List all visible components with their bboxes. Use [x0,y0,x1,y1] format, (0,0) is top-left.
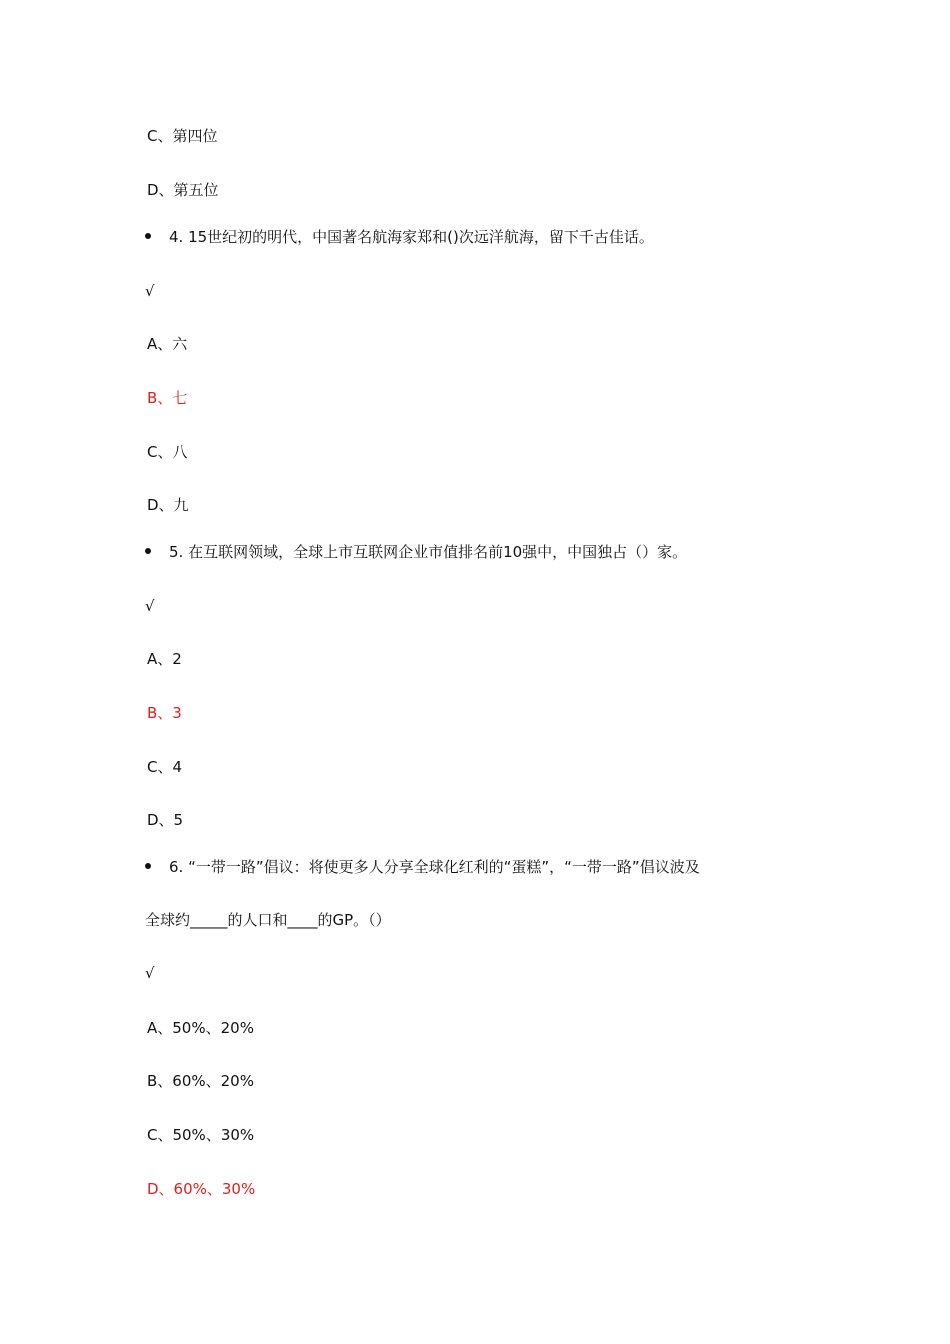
q6-question-text: 6. “一带一路”倡议：将使更多人分享全球化红利的“蛋糕”，“一带一路”倡议波及 [169,858,700,876]
q4-option-c: C、八 [147,443,188,461]
bullet-icon [145,548,151,554]
q5-question-text: 5. 在互联网领域，全球上市互联网企业市值排名前10强中，中国独占（）家。 [169,543,688,561]
q4-option-a: A、六 [147,335,188,353]
q4-check-mark: √ [145,282,155,300]
q6-check-mark: √ [145,964,155,982]
q4-option-b-correct: B、七 [147,389,188,407]
q4-option-d: D、九 [147,496,189,514]
q5-check-mark: √ [145,597,155,615]
q6-question [145,857,700,877]
bullet-icon [145,863,151,869]
q6-option-c: C、50%、30% [147,1126,255,1144]
q6-option-a: A、50%、20% [147,1019,254,1037]
q3-option-c: C、第四位 [147,127,218,145]
q5-option-d: D、5 [147,811,184,829]
q5-question [145,542,687,562]
q5-option-c: C、4 [147,758,183,776]
q5-option-a: A、2 [147,650,182,668]
q4-question [145,227,654,247]
q3-option-d: D、第五位 [147,181,219,199]
q6-option-d-correct: D、60%、30% [147,1180,256,1198]
q6-question-continuation: 全球约_____的人口和____的GP。（） [145,911,391,929]
q5-option-b-correct: B、3 [147,704,182,722]
q6-option-b: B、60%、20% [147,1072,254,1090]
bullet-icon [145,233,151,239]
q4-question-text: 4. 15世纪初的明代，中国著名航海家郑和()次远洋航海，留下千古佳话。 [169,228,654,246]
